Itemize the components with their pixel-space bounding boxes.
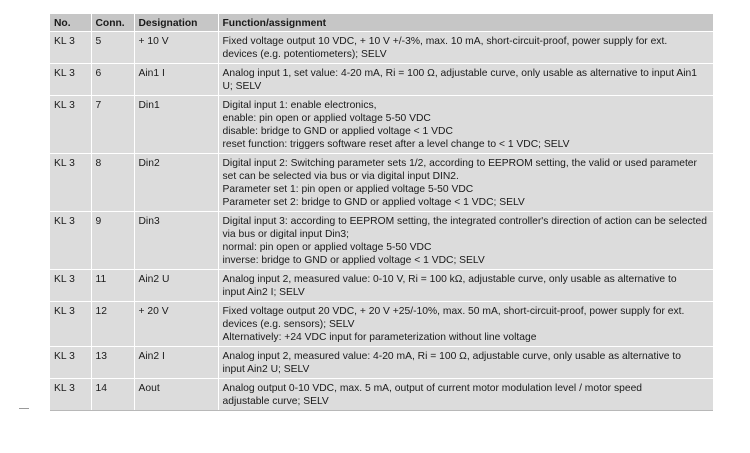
function-line: reset function: triggers software reset after a level change to < 1 VDC; SELV: [222, 139, 570, 150]
function-line: Fixed voltage output 10 VDC, + 10 V +/-3%, max. 10 mA, short-circuit-proof, power supply for ext.: [222, 36, 668, 47]
function-line: Parameter set 2: bridge to GND or applied voltage < 1 VDC; SELV: [222, 197, 525, 208]
table-row: [50, 212, 713, 270]
header-designation: Designation: [134, 14, 218, 32]
cell-designation: Ain2 U: [134, 270, 218, 302]
connection-table: [50, 14, 713, 411]
cell-no: KL 3: [50, 270, 91, 302]
function-line: Analog input 2, measured value: 0-10 V, Ri = 100 kΩ, adjustable curve, only usable as alternative to: [222, 274, 677, 285]
function-line: Digital input 1: enable electronics,: [222, 100, 377, 111]
function-line: set can be selected via bus or via digital input DIN2.: [222, 171, 459, 182]
table-row: [50, 64, 713, 96]
table-row: [50, 270, 713, 302]
cell-no: KL 3: [50, 64, 91, 96]
cell-no: KL 3: [50, 154, 91, 212]
header-no: No.: [50, 14, 91, 32]
cell-function: [218, 32, 713, 64]
table-row: [50, 32, 713, 64]
cell-designation: Din3: [134, 212, 218, 270]
function-line: Analog input 2, measured value: 4-20 mA, Ri = 100 Ω, adjustable curve, only usable as alternative to: [222, 351, 681, 362]
cell-conn: 7: [91, 96, 134, 154]
cell-function: [218, 64, 713, 96]
function-line: normal: pin open or applied voltage 5-50 VDC: [222, 242, 432, 253]
function-line: Digital input 3: according to EEPROM setting, the integrated controller's direction of action can be selected: [222, 216, 707, 227]
cell-function: [218, 347, 713, 379]
cell-designation: Din2: [134, 154, 218, 212]
function-line: via bus or digital input Din3;: [222, 229, 349, 240]
function-line: Fixed voltage output 20 VDC, + 20 V +25/-10%, max. 50 mA, short-circuit-proof, power supply for ext.: [222, 306, 685, 317]
function-line: Digital input 2: Switching parameter sets 1/2, according to EEPROM setting, the valid or used parameter: [222, 158, 697, 169]
function-line: inverse: bridge to GND or applied voltage < 1 VDC; SELV: [222, 255, 485, 266]
cell-conn: 12: [91, 302, 134, 347]
function-line: enable: pin open or applied voltage 5-50 VDC: [222, 113, 431, 124]
cell-no: KL 3: [50, 302, 91, 347]
cell-designation: Ain1 I: [134, 64, 218, 96]
cell-conn: 5: [91, 32, 134, 64]
cell-conn: 14: [91, 379, 134, 411]
cell-conn: 11: [91, 270, 134, 302]
header-function: Function/assignment: [218, 14, 713, 32]
cell-designation: Ain2 I: [134, 347, 218, 379]
table-row: [50, 302, 713, 347]
cell-function: [218, 379, 713, 411]
cell-function: [218, 270, 713, 302]
cell-no: KL 3: [50, 212, 91, 270]
cell-function: [218, 154, 713, 212]
function-line: Alternatively: +24 VDC input for parameterization without line voltage: [222, 332, 537, 343]
cell-designation: Aout: [134, 379, 218, 411]
function-line: Parameter set 1: pin open or applied voltage 5-50 VDC: [222, 184, 474, 195]
function-line: disable: bridge to GND or applied voltage < 1 VDC: [222, 126, 453, 137]
cell-function: [218, 96, 713, 154]
table-body: [50, 32, 713, 411]
function-line: adjustable curve; SELV: [222, 396, 329, 407]
cell-function: [218, 212, 713, 270]
cell-no: KL 3: [50, 32, 91, 64]
header-conn: Conn.: [91, 14, 134, 32]
function-line: input Ain2 U; SELV: [222, 364, 310, 375]
cell-no: KL 3: [50, 379, 91, 411]
cell-designation: + 20 V: [134, 302, 218, 347]
table-row: [50, 347, 713, 379]
cell-function: [218, 302, 713, 347]
function-line: Analog output 0-10 VDC, max. 5 mA, output of current motor modulation level / motor speed: [222, 383, 643, 394]
cell-conn: 9: [91, 212, 134, 270]
table-row: [50, 154, 713, 212]
function-line: U; SELV: [222, 81, 262, 92]
cell-designation: + 10 V: [134, 32, 218, 64]
table-header-row: [50, 14, 713, 32]
function-line: devices (e.g. sensors); SELV: [222, 319, 355, 330]
cell-conn: 8: [91, 154, 134, 212]
margin-dash: [19, 408, 29, 409]
table-row: [50, 96, 713, 154]
cell-conn: 6: [91, 64, 134, 96]
cell-conn: 13: [91, 347, 134, 379]
table-row: [50, 379, 713, 411]
cell-no: KL 3: [50, 347, 91, 379]
function-line: Analog input 1, set value: 4-20 mA, Ri = 100 Ω, adjustable curve, only usable as alternative to input Ain1: [222, 68, 697, 79]
cell-designation: Din1: [134, 96, 218, 154]
function-line: devices (e.g. potentiometers); SELV: [222, 49, 387, 60]
cell-no: KL 3: [50, 96, 91, 154]
function-line: input Ain2 I; SELV: [222, 287, 305, 298]
